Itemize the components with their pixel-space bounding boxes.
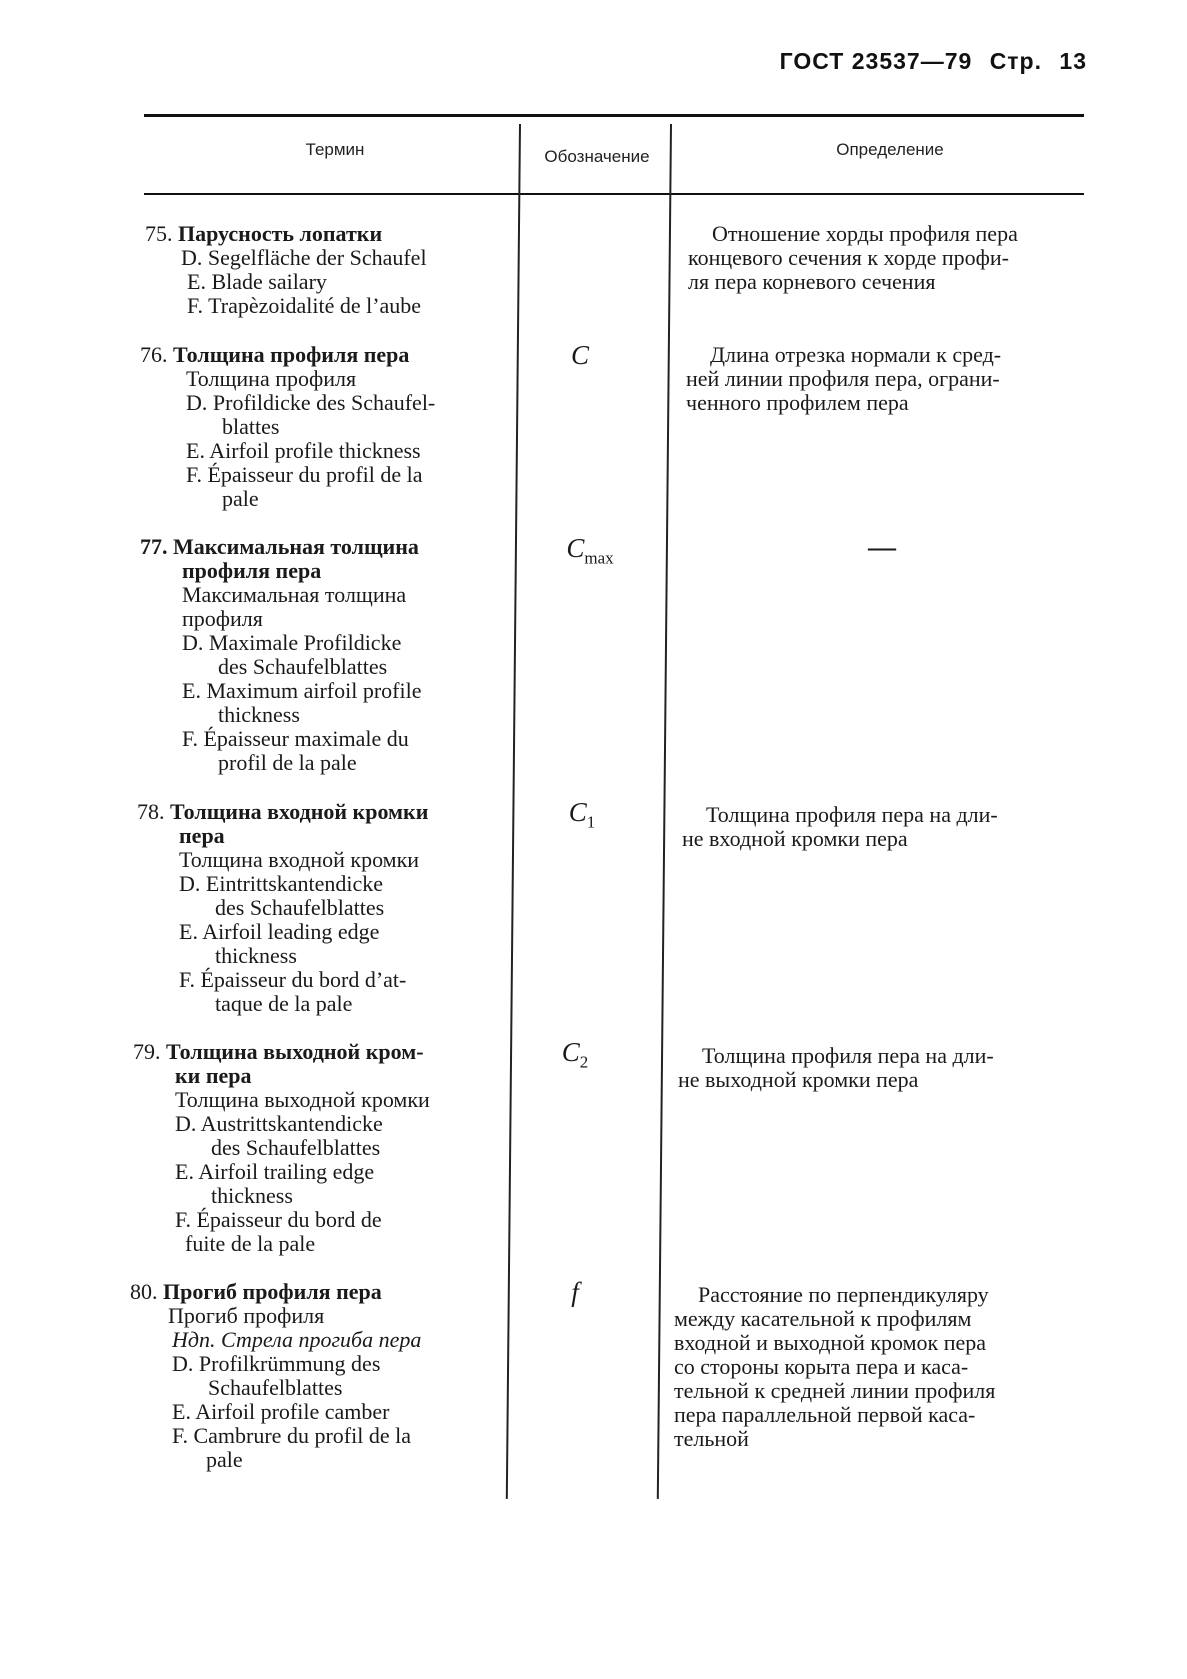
term-english-cont: thickness <box>218 702 300 727</box>
standard-number: ГОСТ 23537—79 <box>779 48 973 74</box>
definition-line: между касательной к профилям <box>674 1306 972 1331</box>
term-title: Толщина выходной кром- <box>166 1039 424 1064</box>
symbol-80 <box>505 1277 645 1308</box>
column-divider-2 <box>657 124 672 1499</box>
term-english: E. Airfoil leading edge <box>179 919 380 944</box>
definition-line: тельной <box>674 1426 749 1451</box>
term-entry-78 <box>137 800 497 1016</box>
term-english: E. Airfoil trailing edge <box>175 1159 375 1184</box>
term-german-cont: des Schaufelblattes <box>215 895 385 920</box>
definition-line: концевого сечения к хорде профи- <box>688 245 1009 270</box>
term-synonym-cont: профиля <box>182 606 263 631</box>
term-title-cont: профиля пера <box>182 558 322 583</box>
definition-line: Толщина профиля пера на дли- <box>702 1043 994 1068</box>
entry-number: 76. <box>140 342 168 367</box>
definition-line: ней линии профиля пера, ограни- <box>686 366 1000 391</box>
term-english-cont: thickness <box>215 943 297 968</box>
term-entry-75 <box>145 222 503 318</box>
term-french: F. Épaisseur du profil de la <box>186 462 423 487</box>
symbol-subscript: 2 <box>579 1052 589 1072</box>
term-english: E. Maximum airfoil profile <box>182 678 422 703</box>
term-french: F. Trapèzoidalité de l’aube <box>187 293 422 318</box>
term-deprecated: Ндп. Стрела прогиба пера <box>172 1327 422 1352</box>
entry-number: 80. <box>130 1279 158 1304</box>
page-number: 13 <box>1059 48 1087 74</box>
term-entry-77 <box>140 535 500 775</box>
term-french: F. Épaisseur du bord de <box>175 1207 382 1232</box>
term-german-cont: Schaufelblattes <box>208 1375 343 1400</box>
term-english: E. Blade sailary <box>187 269 327 294</box>
definition-line: ля пера корневого сечения <box>688 269 936 294</box>
term-english: E. Airfoil profile camber <box>172 1399 390 1424</box>
table-header-rule <box>144 193 1084 195</box>
term-german-cont: des Schaufelblattes <box>218 654 388 679</box>
entry-number: 77. <box>140 534 168 559</box>
term-entry-76 <box>140 343 503 511</box>
definition-80 <box>674 1283 1074 1451</box>
term-title: Прогиб профиля пера <box>163 1279 382 1304</box>
symbol-letter: C <box>566 533 585 563</box>
symbol-subscript: 1 <box>586 812 596 832</box>
term-french-cont: taque de la pale <box>215 991 353 1016</box>
term-french-cont: fuite de la pale <box>185 1231 316 1256</box>
term-german-cont: blattes <box>222 414 280 439</box>
symbol-76 <box>510 340 650 371</box>
definition-line: не выходной кромки пера <box>678 1067 919 1092</box>
term-german: D. Profildicke des Schaufel- <box>186 390 436 415</box>
term-french-cont: pale <box>206 1447 243 1472</box>
term-french: F. Épaisseur maximale du <box>182 726 409 751</box>
symbol-letter: C <box>570 340 589 370</box>
entry-number: 79. <box>133 1039 161 1064</box>
term-synonym: Толщина профиля <box>186 366 357 391</box>
definition-line: со стороны корыта пера и каса- <box>674 1354 969 1379</box>
term-title: Парусность лопатки <box>178 221 383 246</box>
term-synonym: Прогиб профиля <box>168 1303 325 1328</box>
table-top-rule <box>144 114 1084 117</box>
symbol-79 <box>505 1037 645 1072</box>
definition-line: тельной к средней линии профиля <box>674 1378 996 1403</box>
entry-number: 75. <box>145 221 173 246</box>
definition-75 <box>688 222 1088 294</box>
term-french: F. Épaisseur du bord d’at- <box>179 967 407 992</box>
page-header <box>770 48 1087 75</box>
term-french: F. Cambrure du profil de la <box>172 1423 411 1448</box>
definition-line: Отношение хорды профиля пера <box>712 221 1018 246</box>
term-entry-79 <box>133 1040 495 1256</box>
page-label: Стр. <box>989 48 1043 74</box>
definition-line: ченного профилем пера <box>686 390 909 415</box>
definition-77: — <box>868 532 896 563</box>
term-title-cont: ки пера <box>175 1063 252 1088</box>
term-german: D. Profilkrümmung des <box>172 1351 381 1376</box>
term-german: D. Segelfläche der Schaufel <box>181 245 427 270</box>
term-synonym: Максимальная толщина <box>182 582 407 607</box>
symbol-77 <box>520 533 660 568</box>
definition-line: Длина отрезка нормали к сред- <box>710 342 1002 367</box>
symbol-78 <box>512 797 652 832</box>
entry-number: 78. <box>137 799 165 824</box>
definition-79 <box>678 1044 1078 1092</box>
symbol-subscript: max <box>584 548 614 568</box>
definition-line: пера параллельной первой каса- <box>674 1402 976 1427</box>
term-title: Толщина входной кромки <box>170 799 429 824</box>
term-german: D. Maximale Profildicke <box>182 630 402 655</box>
column-header-definition: Определение <box>836 140 944 159</box>
definition-line: входной и выходной кромок пера <box>674 1330 987 1355</box>
symbol-letter: f <box>571 1277 579 1307</box>
definition-line: не входной кромки пера <box>682 826 908 851</box>
term-german: D. Eintrittskantendicke <box>179 871 384 896</box>
definition-76 <box>686 343 1086 415</box>
term-german: D. Austrittskantendicke <box>175 1111 383 1136</box>
column-header-term: Термин <box>305 140 365 159</box>
definition-line: Толщина профиля пера на дли- <box>706 802 998 827</box>
term-english: E. Airfoil profile thickness <box>186 438 421 463</box>
term-title-cont: пера <box>179 823 225 848</box>
term-english-cont: thickness <box>211 1183 293 1208</box>
term-german-cont: des Schaufelblattes <box>211 1135 381 1160</box>
symbol-letter: C <box>561 1037 580 1067</box>
term-french-cont: pale <box>222 486 259 511</box>
column-header-symbol: Обозначение <box>544 147 650 166</box>
term-french-cont: profil de la pale <box>218 750 357 775</box>
definition-line: Расстояние по перпендикуляру <box>698 1282 989 1307</box>
symbol-letter: C <box>568 797 587 827</box>
term-synonym: Толщина выходной кромки <box>175 1087 430 1112</box>
term-synonym: Толщина входной кромки <box>179 847 420 872</box>
definition-78 <box>682 803 1082 851</box>
term-entry-80 <box>130 1280 492 1472</box>
term-title: Толщина профиля пера <box>173 342 410 367</box>
term-title: Максимальная толщина <box>173 534 419 559</box>
